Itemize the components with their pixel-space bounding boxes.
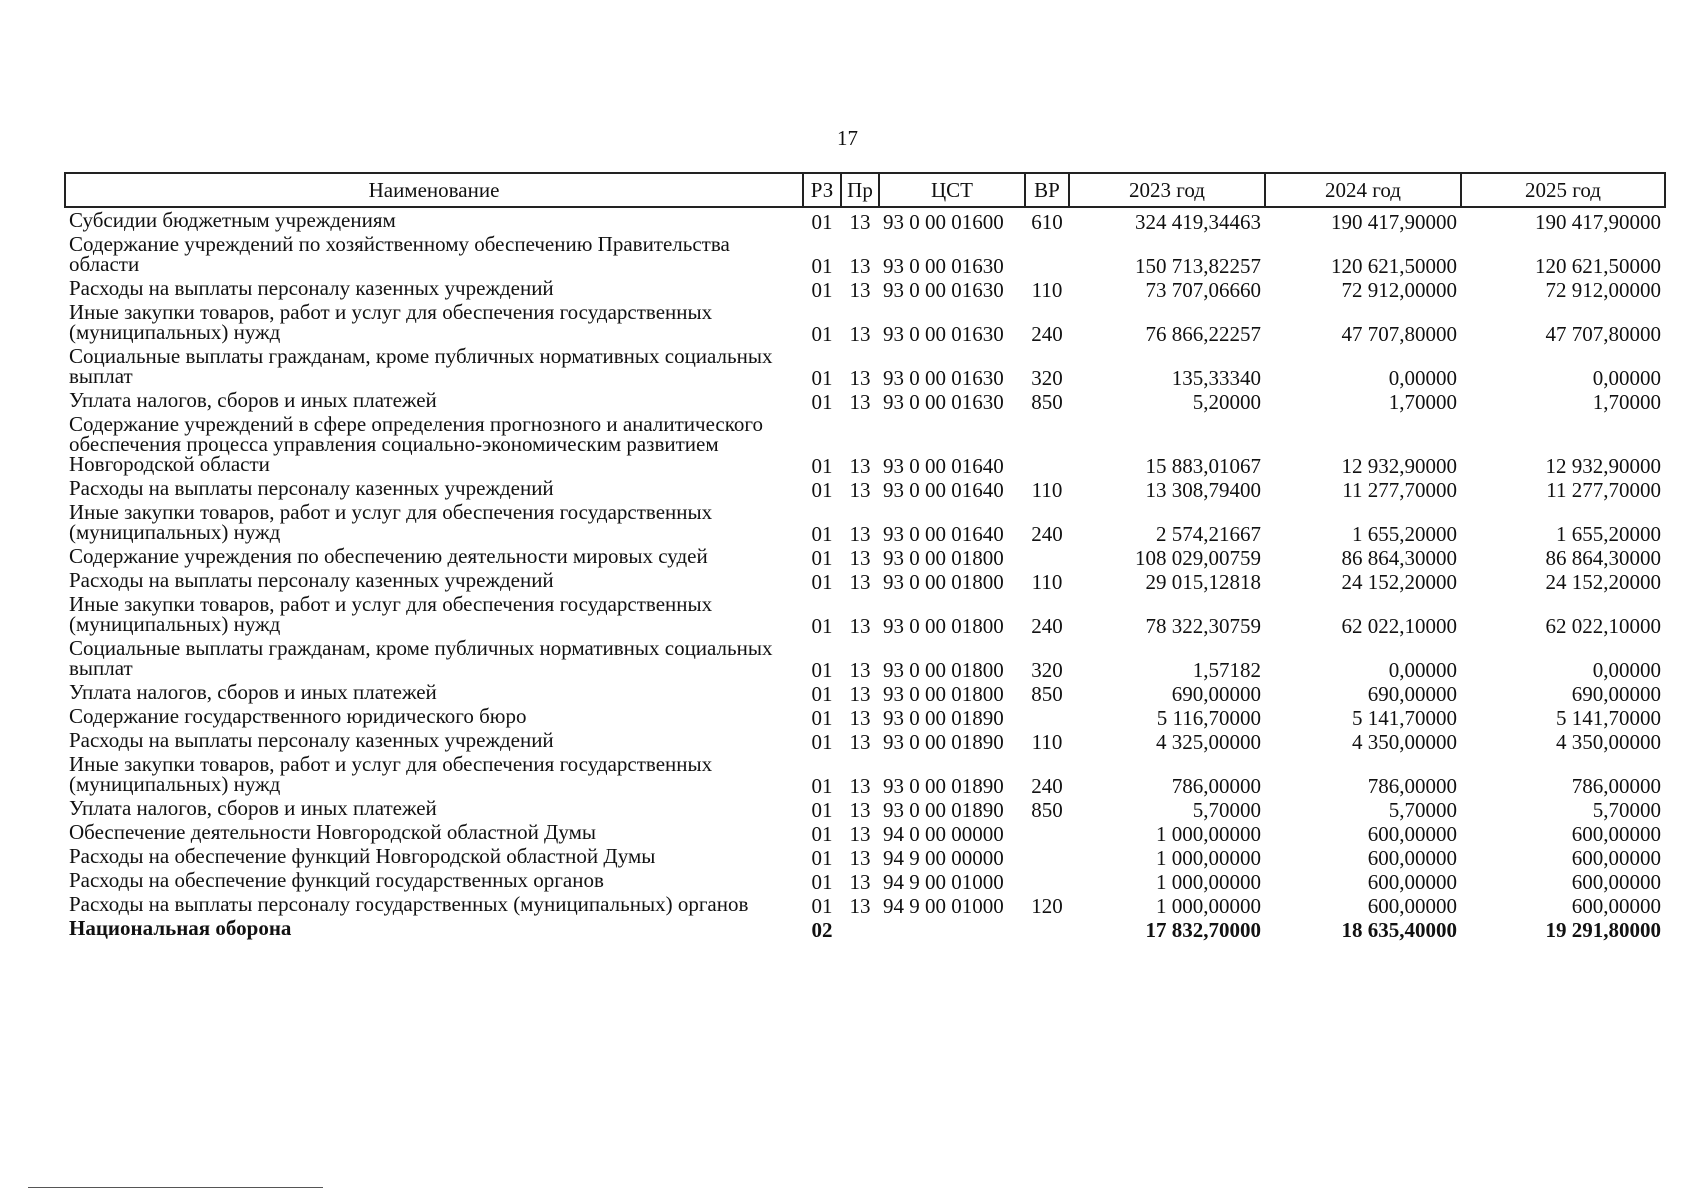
row-name: Уплата налогов, сборов и иных платежей: [69, 680, 437, 704]
row-2024: 5,70000: [1388, 798, 1457, 822]
row-vr: [1025, 820, 1069, 844]
table-row: [65, 344, 1665, 388]
row-cst: 93 0 00 01800: [883, 570, 1004, 594]
table-row: [65, 844, 1665, 868]
row-pr: 13: [849, 390, 871, 414]
row-2024: 47 707,80000: [1341, 322, 1457, 346]
row-pr: 13: [849, 278, 871, 302]
row-2023: 4 325,00000: [1156, 730, 1261, 754]
row-name: Национальная оборона: [69, 916, 292, 940]
row-cst: 93 0 00 01890: [883, 730, 1004, 754]
row-name: Социальные выплаты гражданам, кроме публичных нормативных социальных выплат: [69, 636, 773, 680]
row-rz: 01: [811, 278, 833, 302]
row-pr: 13: [849, 870, 871, 894]
row-vr: 240: [1031, 322, 1063, 346]
row-vr: [1025, 544, 1069, 568]
row-rz: 01: [811, 546, 833, 570]
row-vr: 110: [1031, 478, 1063, 502]
row-rz: 01: [811, 522, 833, 546]
row-vr: 110: [1031, 730, 1063, 754]
row-pr: [841, 916, 879, 940]
row-rz: 01: [811, 798, 833, 822]
row-2023: 1 000,00000: [1156, 870, 1261, 894]
table-row: [65, 680, 1665, 704]
row-pr: 13: [849, 454, 871, 478]
row-2025: 5,70000: [1592, 798, 1661, 822]
row-2025: 600,00000: [1571, 870, 1661, 894]
row-pr: 13: [849, 254, 871, 278]
row-cst: 94 9 00 00000: [883, 846, 1004, 870]
row-2023: 5 116,70000: [1156, 706, 1261, 730]
table-row: [65, 820, 1665, 844]
table-row: [65, 728, 1665, 752]
row-2024: 1 655,20000: [1352, 522, 1457, 546]
table-row: [65, 207, 1665, 232]
header-cst: ЦСТ: [879, 173, 1025, 207]
row-cst: 94 0 00 00000: [883, 822, 1004, 846]
table-row: [65, 636, 1665, 680]
row-2025: 11 277,70000: [1546, 478, 1661, 502]
row-name: Субсидии бюджетным учреждениям: [69, 208, 396, 232]
row-2025: 690,00000: [1571, 682, 1661, 706]
row-cst: 93 0 00 01640: [883, 454, 1004, 478]
row-vr: [1025, 232, 1069, 276]
row-name: Содержание государственного юридического бюро: [69, 704, 527, 728]
row-cst: 93 0 00 01640: [883, 522, 1004, 546]
row-name: Расходы на выплаты персоналу казенных учреждений: [69, 728, 554, 752]
row-2023: 690,00000: [1171, 682, 1261, 706]
table-row: [65, 412, 1665, 476]
row-rz: 01: [811, 822, 833, 846]
row-2023: 76 866,22257: [1145, 322, 1261, 346]
row-pr: 13: [849, 894, 871, 918]
footer-divider: [28, 1187, 323, 1188]
row-pr: 13: [849, 658, 871, 682]
row-2025: 19 291,80000: [1545, 918, 1661, 942]
row-name: Содержание учреждений в сфере определения прогнозного и аналитического обеспечения процесса управления социально-экономическим развитием Новгородской области: [69, 412, 763, 476]
header-2024: 2024 год: [1265, 173, 1461, 207]
row-2025: 1 655,20000: [1556, 522, 1661, 546]
row-pr: 13: [849, 822, 871, 846]
row-2025: 786,00000: [1571, 774, 1661, 798]
row-2024: 1,70000: [1388, 390, 1457, 414]
row-pr: 13: [849, 798, 871, 822]
row-2025: 12 932,90000: [1545, 454, 1661, 478]
row-2025: 24 152,20000: [1545, 570, 1661, 594]
row-2024: 690,00000: [1367, 682, 1457, 706]
row-cst: 94 9 00 01000: [883, 870, 1004, 894]
row-2023: 108 029,00759: [1135, 546, 1261, 570]
page-number: 17: [837, 126, 858, 150]
row-pr: 13: [849, 322, 871, 346]
row-2024: 190 417,90000: [1331, 210, 1457, 234]
row-vr: [1025, 916, 1069, 940]
row-2024: 5 141,70000: [1352, 706, 1457, 730]
row-name: Иные закупки товаров, работ и услуг для обеспечения государственных (муниципальных) нужд: [69, 300, 713, 344]
row-2024: 62 022,10000: [1341, 614, 1457, 638]
row-rz: 01: [811, 210, 833, 234]
row-name: Расходы на выплаты персоналу казенных учреждений: [69, 476, 554, 500]
table-row: [65, 300, 1665, 344]
row-vr: 850: [1031, 682, 1063, 706]
row-2023: 13 308,79400: [1145, 478, 1261, 502]
row-pr: 13: [849, 570, 871, 594]
row-name: Расходы на обеспечение функций Новгородской областной Думы: [69, 844, 656, 868]
row-rz: 02: [811, 918, 833, 942]
table-row: [65, 568, 1665, 592]
row-pr: 13: [849, 614, 871, 638]
table-row: [65, 544, 1665, 568]
table-body: [65, 207, 1665, 940]
row-2024: 12 932,90000: [1341, 454, 1457, 478]
row-cst: 93 0 00 01800: [883, 682, 1004, 706]
table-row: [65, 796, 1665, 820]
row-rz: 01: [811, 706, 833, 730]
row-2025: 86 864,30000: [1545, 546, 1661, 570]
row-2025: 62 022,10000: [1545, 614, 1661, 638]
row-cst: 93 0 00 01890: [883, 706, 1004, 730]
row-rz: 01: [811, 254, 833, 278]
row-cst: 93 0 00 01630: [883, 278, 1004, 302]
row-2024: 120 621,50000: [1331, 254, 1457, 278]
row-name: Иные закупки товаров, работ и услуг для обеспечения государственных (муниципальных) нужд: [69, 592, 713, 636]
table-row: [65, 500, 1665, 544]
row-2025: 47 707,80000: [1545, 322, 1661, 346]
row-2023: 5,70000: [1192, 798, 1261, 822]
table-row: [65, 276, 1665, 300]
row-name: Уплата налогов, сборов и иных платежей: [69, 796, 437, 820]
row-cst: 93 0 00 01640: [883, 478, 1004, 502]
row-2025: 72 912,00000: [1545, 278, 1661, 302]
row-2024: 72 912,00000: [1341, 278, 1457, 302]
row-rz: 01: [811, 454, 833, 478]
table-row: [65, 892, 1665, 916]
row-pr: 13: [849, 846, 871, 870]
row-vr: 110: [1031, 570, 1063, 594]
row-2023: 29 015,12818: [1145, 570, 1261, 594]
header-vr: ВР: [1025, 173, 1069, 207]
row-name: Расходы на выплаты персоналу государственных (муниципальных) органов: [69, 892, 749, 916]
table-row: [65, 704, 1665, 728]
row-cst: 93 0 00 01800: [883, 658, 1004, 682]
row-rz: 01: [811, 478, 833, 502]
header-name: Наименование: [65, 173, 803, 207]
row-rz: 01: [811, 894, 833, 918]
row-2023: 17 832,70000: [1145, 918, 1261, 942]
row-2023: 1 000,00000: [1156, 846, 1261, 870]
row-2024: 4 350,00000: [1352, 730, 1457, 754]
row-2024: 18 635,40000: [1341, 918, 1457, 942]
row-2024: 600,00000: [1367, 894, 1457, 918]
row-pr: 13: [849, 478, 871, 502]
row-2023: 2 574,21667: [1156, 522, 1261, 546]
row-vr: 240: [1031, 522, 1063, 546]
row-cst: 93 0 00 01890: [883, 774, 1004, 798]
row-vr: [1025, 412, 1069, 476]
row-cst: 93 0 00 01630: [883, 390, 1004, 414]
row-2023: 5,20000: [1192, 390, 1261, 414]
row-pr: 13: [849, 774, 871, 798]
row-2024: 600,00000: [1367, 846, 1457, 870]
row-2025: 0,00000: [1592, 366, 1661, 390]
row-name: Содержание учреждений по хозяйственному обеспечению Правительства области: [69, 232, 730, 276]
row-rz: 01: [811, 730, 833, 754]
row-vr: [1025, 844, 1069, 868]
header-2025: 2025 год: [1461, 173, 1665, 207]
table-row: [65, 476, 1665, 500]
table-row: [65, 388, 1665, 412]
row-vr: [1025, 704, 1069, 728]
row-2023: 15 883,01067: [1145, 454, 1261, 478]
row-rz: 01: [811, 614, 833, 638]
row-2023: 1,57182: [1192, 658, 1261, 682]
table-row: [65, 752, 1665, 796]
row-2025: 190 417,90000: [1535, 210, 1661, 234]
row-rz: 01: [811, 658, 833, 682]
row-2025: 5 141,70000: [1556, 706, 1661, 730]
row-name: Социальные выплаты гражданам, кроме публичных нормативных социальных выплат: [69, 344, 773, 388]
row-2025: 600,00000: [1571, 846, 1661, 870]
row-2023: 324 419,34463: [1135, 210, 1261, 234]
row-vr: [1025, 868, 1069, 892]
row-vr: 110: [1031, 278, 1063, 302]
row-name: Уплата налогов, сборов и иных платежей: [69, 388, 437, 412]
row-2023: 135,33340: [1171, 366, 1261, 390]
row-2024: 0,00000: [1388, 366, 1457, 390]
row-name: Расходы на обеспечение функций государственных органов: [69, 868, 604, 892]
row-2024: 24 152,20000: [1341, 570, 1457, 594]
table-row: [65, 592, 1665, 636]
row-rz: 01: [811, 774, 833, 798]
row-2023: 786,00000: [1171, 774, 1261, 798]
row-2023: 73 707,06660: [1145, 278, 1261, 302]
row-cst: 93 0 00 01600: [883, 210, 1004, 234]
row-pr: 13: [849, 522, 871, 546]
row-name: Содержание учреждения по обеспечению деятельности мировых судей: [69, 544, 708, 568]
row-2024: 86 864,30000: [1341, 546, 1457, 570]
table-header-row: [65, 173, 1665, 207]
row-2025: 4 350,00000: [1556, 730, 1661, 754]
row-2023: 78 322,30759: [1145, 614, 1261, 638]
header-pr: Пр: [841, 173, 879, 207]
row-vr: 240: [1031, 774, 1063, 798]
row-2024: 0,00000: [1388, 658, 1457, 682]
row-pr: 13: [849, 546, 871, 570]
row-2024: 11 277,70000: [1342, 478, 1457, 502]
row-rz: 01: [811, 390, 833, 414]
row-pr: 13: [849, 210, 871, 234]
row-vr: 120: [1031, 894, 1063, 918]
row-vr: 320: [1031, 658, 1063, 682]
row-2023: 150 713,82257: [1135, 254, 1261, 278]
row-name: Иные закупки товаров, работ и услуг для обеспечения государственных (муниципальных) нужд: [69, 500, 713, 544]
row-name: Расходы на выплаты персоналу казенных учреждений: [69, 568, 554, 592]
row-2025: 600,00000: [1571, 894, 1661, 918]
row-2023: 1 000,00000: [1156, 894, 1261, 918]
row-cst: [879, 916, 1025, 940]
header-rz: РЗ: [803, 173, 841, 207]
row-cst: 93 0 00 01630: [883, 366, 1004, 390]
row-rz: 01: [811, 322, 833, 346]
table-row: [65, 868, 1665, 892]
row-2025: 600,00000: [1571, 822, 1661, 846]
row-pr: 13: [849, 706, 871, 730]
budget-table: [64, 172, 1666, 940]
row-vr: 240: [1031, 614, 1063, 638]
row-2024: 600,00000: [1367, 870, 1457, 894]
row-vr: 850: [1031, 390, 1063, 414]
row-cst: 94 9 00 01000: [883, 894, 1004, 918]
row-rz: 01: [811, 366, 833, 390]
row-rz: 01: [811, 870, 833, 894]
row-name: Иные закупки товаров, работ и услуг для обеспечения государственных (муниципальных) нужд: [69, 752, 713, 796]
row-name: Расходы на выплаты персоналу казенных учреждений: [69, 276, 554, 300]
row-2024: 600,00000: [1367, 822, 1457, 846]
row-2024: 786,00000: [1367, 774, 1457, 798]
table-row: [65, 232, 1665, 276]
header-2023: 2023 год: [1069, 173, 1265, 207]
row-rz: 01: [811, 682, 833, 706]
row-cst: 93 0 00 01890: [883, 798, 1004, 822]
row-name: Обеспечение деятельности Новгородской областной Думы: [69, 820, 596, 844]
row-pr: 13: [849, 366, 871, 390]
row-2025: 120 621,50000: [1535, 254, 1661, 278]
row-2023: 1 000,00000: [1156, 822, 1261, 846]
row-pr: 13: [849, 682, 871, 706]
row-cst: 93 0 00 01630: [883, 254, 1004, 278]
row-2025: 1,70000: [1592, 390, 1661, 414]
row-vr: 850: [1031, 798, 1063, 822]
row-rz: 01: [811, 846, 833, 870]
row-pr: 13: [849, 730, 871, 754]
row-vr: 610: [1031, 210, 1063, 234]
row-cst: 93 0 00 01630: [883, 322, 1004, 346]
row-cst: 93 0 00 01800: [883, 546, 1004, 570]
row-2025: 0,00000: [1592, 658, 1661, 682]
row-cst: 93 0 00 01800: [883, 614, 1004, 638]
row-vr: 320: [1031, 366, 1063, 390]
row-rz: 01: [811, 570, 833, 594]
table-row: [65, 916, 1665, 940]
